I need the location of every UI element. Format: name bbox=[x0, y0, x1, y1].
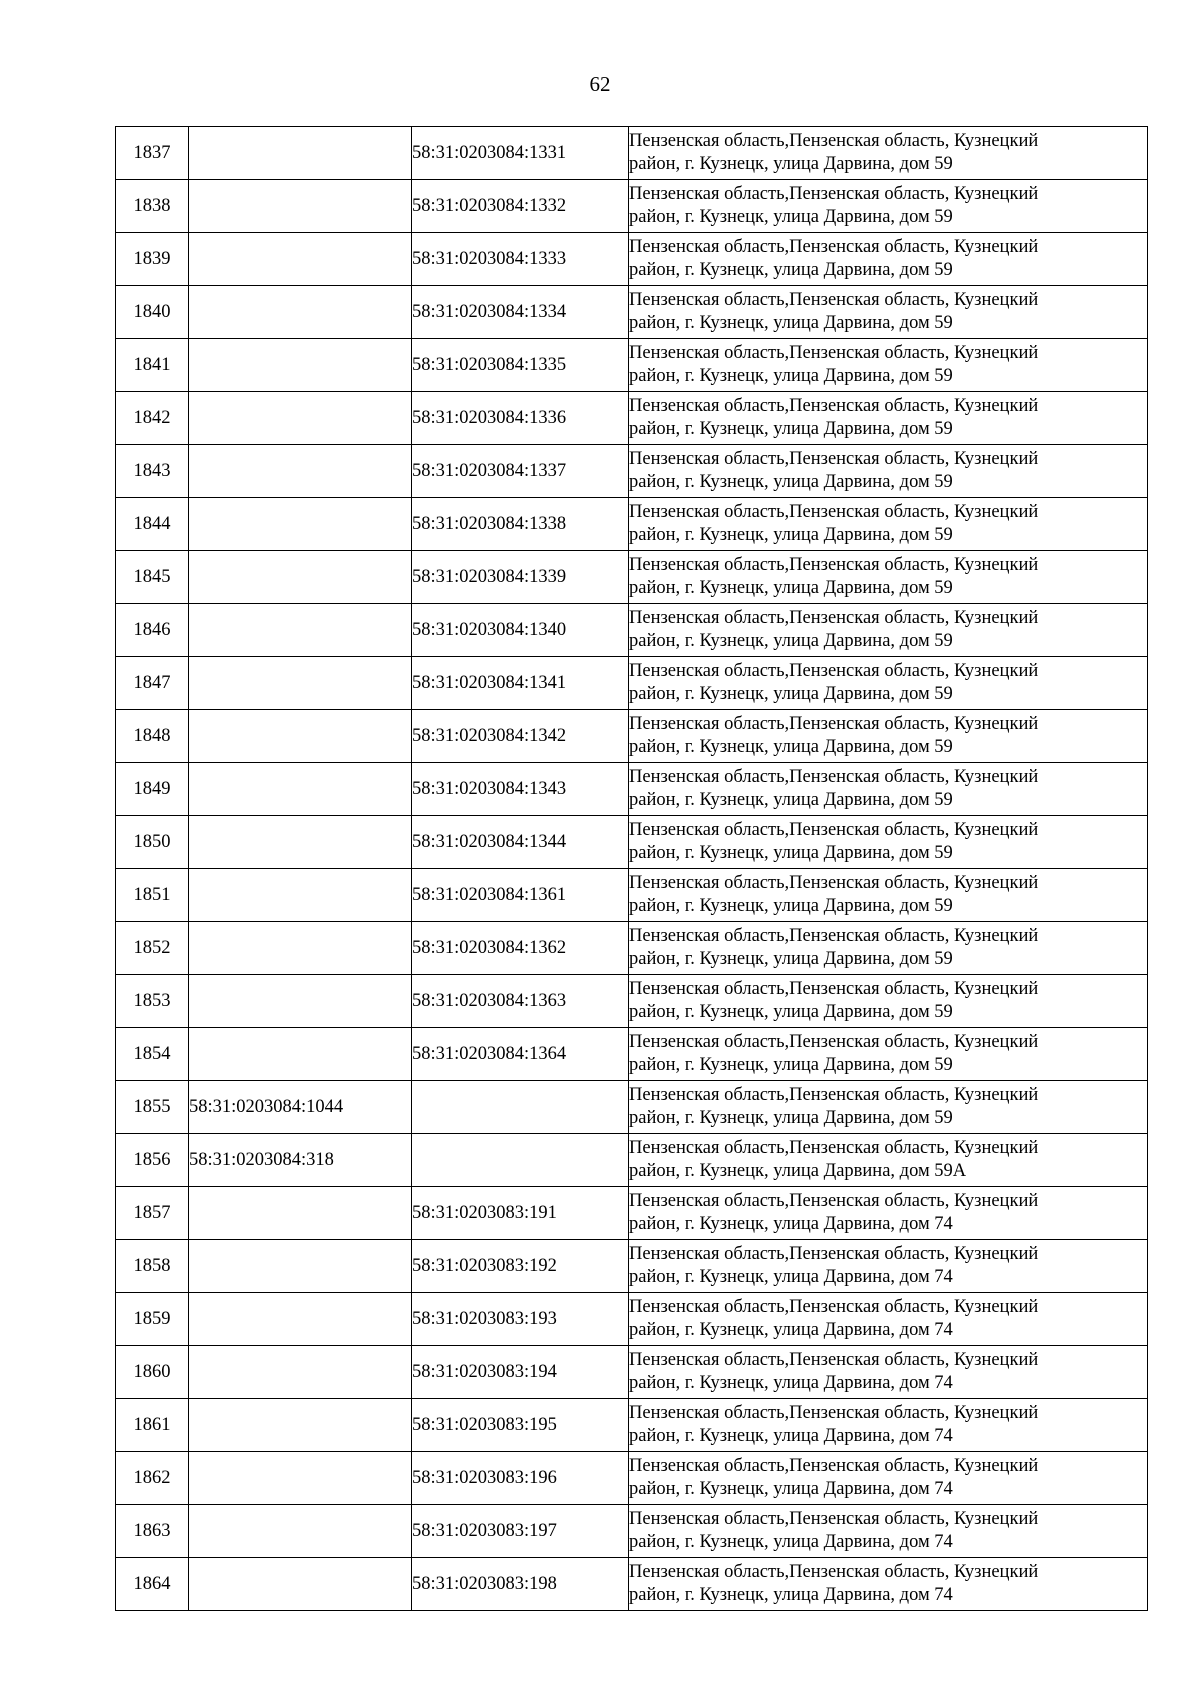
table-row bbox=[116, 1293, 1148, 1346]
row-number-cell: 1842 bbox=[116, 392, 189, 445]
address-line-1: Пензенская область,Пензенская область, Кузнецкий bbox=[629, 1244, 1039, 1264]
building-number-cell: 58:31:0203083:192 bbox=[412, 1240, 629, 1293]
address-line-2: район, г. Кузнецк, улица Дарвина, дом 59 bbox=[629, 737, 953, 757]
address-line-1: Пензенская область,Пензенская область, Кузнецкий bbox=[629, 1032, 1039, 1052]
cadastral-register-table bbox=[115, 126, 1148, 1611]
address-line-2: район, г. Кузнецк, улица Дарвина, дом 59 bbox=[629, 472, 953, 492]
address-cell bbox=[629, 127, 1148, 180]
row-number-cell: 1841 bbox=[116, 339, 189, 392]
table-row bbox=[116, 1081, 1148, 1134]
building-number-cell: 58:31:0203084:1340 bbox=[412, 604, 629, 657]
address-line-2: район, г. Кузнецк, улица Дарвина, дом 59 bbox=[629, 1108, 953, 1128]
land-plot-number-cell bbox=[189, 180, 412, 233]
address-line-1: Пензенская область,Пензенская область, Кузнецкий bbox=[629, 926, 1039, 946]
address-line-1: Пензенская область,Пензенская область, Кузнецкий bbox=[629, 1138, 1039, 1158]
address-cell bbox=[629, 604, 1148, 657]
building-number-cell: 58:31:0203084:1363 bbox=[412, 975, 629, 1028]
land-plot-number-cell: 58:31:0203084:318 bbox=[189, 1134, 412, 1187]
land-plot-number-cell: 58:31:0203084:1044 bbox=[189, 1081, 412, 1134]
row-number-cell: 1844 bbox=[116, 498, 189, 551]
address-cell bbox=[629, 1081, 1148, 1134]
land-plot-number-cell bbox=[189, 1240, 412, 1293]
address-line-2: район, г. Кузнецк, улица Дарвина, дом 74 bbox=[629, 1214, 953, 1234]
table-row bbox=[116, 710, 1148, 763]
address-cell bbox=[629, 392, 1148, 445]
table-row bbox=[116, 1452, 1148, 1505]
address-line-2: район, г. Кузнецк, улица Дарвина, дом 59 bbox=[629, 631, 953, 651]
row-number-cell: 1838 bbox=[116, 180, 189, 233]
building-number-cell: 58:31:0203084:1334 bbox=[412, 286, 629, 339]
table-row bbox=[116, 1028, 1148, 1081]
address-line-1: Пензенская область,Пензенская область, Кузнецкий bbox=[629, 502, 1039, 522]
address-line-1: Пензенская область,Пензенская область, Кузнецкий bbox=[629, 661, 1039, 681]
address-line-2: район, г. Кузнецк, улица Дарвина, дом 59 bbox=[629, 154, 953, 174]
row-number-cell: 1860 bbox=[116, 1346, 189, 1399]
address-cell bbox=[629, 1558, 1148, 1611]
address-cell bbox=[629, 975, 1148, 1028]
address-line-2: район, г. Кузнецк, улица Дарвина, дом 74 bbox=[629, 1267, 953, 1287]
building-number-cell: 58:31:0203083:195 bbox=[412, 1399, 629, 1452]
address-cell bbox=[629, 922, 1148, 975]
land-plot-number-cell bbox=[189, 763, 412, 816]
land-plot-number-cell bbox=[189, 339, 412, 392]
address-line-1: Пензенская область,Пензенская область, Кузнецкий bbox=[629, 1456, 1039, 1476]
row-number-cell: 1848 bbox=[116, 710, 189, 763]
row-number-cell: 1862 bbox=[116, 1452, 189, 1505]
address-line-1: Пензенская область,Пензенская область, Кузнецкий bbox=[629, 343, 1039, 363]
address-line-1: Пензенская область,Пензенская область, Кузнецкий bbox=[629, 1350, 1039, 1370]
row-number-cell: 1843 bbox=[116, 445, 189, 498]
row-number-cell: 1840 bbox=[116, 286, 189, 339]
address-line-1: Пензенская область,Пензенская область, Кузнецкий bbox=[629, 184, 1039, 204]
address-line-1: Пензенская область,Пензенская область, Кузнецкий bbox=[629, 237, 1039, 257]
address-line-1: Пензенская область,Пензенская область, Кузнецкий bbox=[629, 873, 1039, 893]
address-line-2: район, г. Кузнецк, улица Дарвина, дом 59 bbox=[629, 1002, 953, 1022]
address-line-2: район, г. Кузнецк, улица Дарвина, дом 59 bbox=[629, 207, 953, 227]
land-plot-number-cell bbox=[189, 1558, 412, 1611]
table-row bbox=[116, 286, 1148, 339]
row-number-cell: 1864 bbox=[116, 1558, 189, 1611]
address-cell bbox=[629, 1028, 1148, 1081]
building-number-cell: 58:31:0203084:1364 bbox=[412, 1028, 629, 1081]
address-cell bbox=[629, 657, 1148, 710]
address-cell bbox=[629, 286, 1148, 339]
table-row bbox=[116, 816, 1148, 869]
land-plot-number-cell bbox=[189, 1399, 412, 1452]
table-row bbox=[116, 1399, 1148, 1452]
address-line-2: район, г. Кузнецк, улица Дарвина, дом 74 bbox=[629, 1426, 953, 1446]
address-line-2: район, г. Кузнецк, улица Дарвина, дом 59 bbox=[629, 790, 953, 810]
land-plot-number-cell bbox=[189, 710, 412, 763]
address-line-2: район, г. Кузнецк, улица Дарвина, дом 74 bbox=[629, 1479, 953, 1499]
land-plot-number-cell bbox=[189, 1346, 412, 1399]
land-plot-number-cell bbox=[189, 1452, 412, 1505]
land-plot-number-cell bbox=[189, 1028, 412, 1081]
address-cell bbox=[629, 1240, 1148, 1293]
table-row bbox=[116, 1346, 1148, 1399]
land-plot-number-cell bbox=[189, 445, 412, 498]
land-plot-number-cell bbox=[189, 975, 412, 1028]
building-number-cell: 58:31:0203084:1332 bbox=[412, 180, 629, 233]
building-number-cell: 58:31:0203084:1331 bbox=[412, 127, 629, 180]
building-number-cell: 58:31:0203084:1339 bbox=[412, 551, 629, 604]
land-plot-number-cell bbox=[189, 551, 412, 604]
table-row bbox=[116, 657, 1148, 710]
building-number-cell: 58:31:0203084:1361 bbox=[412, 869, 629, 922]
address-line-1: Пензенская область,Пензенская область, Кузнецкий bbox=[629, 1509, 1039, 1529]
land-plot-number-cell bbox=[189, 233, 412, 286]
table-row bbox=[116, 180, 1148, 233]
row-number-cell: 1846 bbox=[116, 604, 189, 657]
page-number: 62 bbox=[589, 72, 611, 96]
table-row bbox=[116, 392, 1148, 445]
address-cell bbox=[629, 1187, 1148, 1240]
row-number-cell: 1859 bbox=[116, 1293, 189, 1346]
address-cell bbox=[629, 710, 1148, 763]
address-cell bbox=[629, 551, 1148, 604]
address-cell bbox=[629, 339, 1148, 392]
table-row bbox=[116, 498, 1148, 551]
address-cell bbox=[629, 816, 1148, 869]
table-row bbox=[116, 1240, 1148, 1293]
address-line-2: район, г. Кузнецк, улица Дарвина, дом 59 bbox=[629, 896, 953, 916]
building-number-cell: 58:31:0203084:1338 bbox=[412, 498, 629, 551]
address-cell bbox=[629, 1505, 1148, 1558]
address-cell bbox=[629, 1452, 1148, 1505]
address-cell bbox=[629, 1399, 1148, 1452]
address-cell bbox=[629, 869, 1148, 922]
table-row bbox=[116, 1134, 1148, 1187]
row-number-cell: 1853 bbox=[116, 975, 189, 1028]
table-row bbox=[116, 604, 1148, 657]
address-line-2: район, г. Кузнецк, улица Дарвина, дом 59А bbox=[629, 1161, 967, 1181]
address-cell bbox=[629, 1293, 1148, 1346]
row-number-cell: 1847 bbox=[116, 657, 189, 710]
address-line-1: Пензенская область,Пензенская область, Кузнецкий bbox=[629, 714, 1039, 734]
row-number-cell: 1857 bbox=[116, 1187, 189, 1240]
address-cell bbox=[629, 763, 1148, 816]
address-line-1: Пензенская область,Пензенская область, Кузнецкий bbox=[629, 1085, 1039, 1105]
address-cell bbox=[629, 445, 1148, 498]
land-plot-number-cell bbox=[189, 498, 412, 551]
building-number-cell: 58:31:0203084:1335 bbox=[412, 339, 629, 392]
row-number-cell: 1850 bbox=[116, 816, 189, 869]
row-number-cell: 1851 bbox=[116, 869, 189, 922]
address-line-1: Пензенская область,Пензенская область, Кузнецкий bbox=[629, 608, 1039, 628]
table-row bbox=[116, 763, 1148, 816]
address-line-1: Пензенская область,Пензенская область, Кузнецкий bbox=[629, 979, 1039, 999]
row-number-cell: 1861 bbox=[116, 1399, 189, 1452]
address-line-2: район, г. Кузнецк, улица Дарвина, дом 59 bbox=[629, 578, 953, 598]
land-plot-number-cell bbox=[189, 392, 412, 445]
building-number-cell: 58:31:0203084:1337 bbox=[412, 445, 629, 498]
address-line-2: район, г. Кузнецк, улица Дарвина, дом 59 bbox=[629, 1055, 953, 1075]
address-line-2: район, г. Кузнецк, улица Дарвина, дом 59 bbox=[629, 313, 953, 333]
row-number-cell: 1856 bbox=[116, 1134, 189, 1187]
address-line-1: Пензенская область,Пензенская область, Кузнецкий bbox=[629, 131, 1039, 151]
land-plot-number-cell bbox=[189, 286, 412, 339]
row-number-cell: 1845 bbox=[116, 551, 189, 604]
table-row bbox=[116, 233, 1148, 286]
row-number-cell: 1855 bbox=[116, 1081, 189, 1134]
address-cell bbox=[629, 1134, 1148, 1187]
table-row bbox=[116, 1505, 1148, 1558]
land-plot-number-cell bbox=[189, 869, 412, 922]
land-plot-number-cell bbox=[189, 1293, 412, 1346]
address-line-1: Пензенская область,Пензенская область, Кузнецкий bbox=[629, 1403, 1039, 1423]
building-number-cell: 58:31:0203084:1344 bbox=[412, 816, 629, 869]
address-line-1: Пензенская область,Пензенская область, Кузнецкий bbox=[629, 1191, 1039, 1211]
table-row bbox=[116, 922, 1148, 975]
address-cell bbox=[629, 180, 1148, 233]
row-number-cell: 1858 bbox=[116, 1240, 189, 1293]
building-number-cell: 58:31:0203083:198 bbox=[412, 1558, 629, 1611]
address-line-1: Пензенская область,Пензенская область, Кузнецкий bbox=[629, 555, 1039, 575]
table-row bbox=[116, 1558, 1148, 1611]
building-number-cell bbox=[412, 1134, 629, 1187]
row-number-cell: 1837 bbox=[116, 127, 189, 180]
address-line-2: район, г. Кузнецк, улица Дарвина, дом 59 bbox=[629, 949, 953, 969]
table-row bbox=[116, 127, 1148, 180]
building-number-cell: 58:31:0203084:1362 bbox=[412, 922, 629, 975]
address-line-2: район, г. Кузнецк, улица Дарвина, дом 59 bbox=[629, 525, 953, 545]
table-body bbox=[116, 127, 1148, 1611]
row-number-cell: 1849 bbox=[116, 763, 189, 816]
address-line-2: район, г. Кузнецк, улица Дарвина, дом 59 bbox=[629, 843, 953, 863]
land-plot-number-cell bbox=[189, 1505, 412, 1558]
building-number-cell: 58:31:0203083:194 bbox=[412, 1346, 629, 1399]
address-line-2: район, г. Кузнецк, улица Дарвина, дом 59 bbox=[629, 419, 953, 439]
building-number-cell: 58:31:0203084:1333 bbox=[412, 233, 629, 286]
land-plot-number-cell bbox=[189, 657, 412, 710]
land-plot-number-cell bbox=[189, 922, 412, 975]
address-line-1: Пензенская область,Пензенская область, Кузнецкий bbox=[629, 820, 1039, 840]
row-number-cell: 1852 bbox=[116, 922, 189, 975]
building-number-cell: 58:31:0203083:196 bbox=[412, 1452, 629, 1505]
land-plot-number-cell bbox=[189, 1187, 412, 1240]
address-line-1: Пензенская область,Пензенская область, Кузнецкий bbox=[629, 767, 1039, 787]
row-number-cell: 1839 bbox=[116, 233, 189, 286]
row-number-cell: 1854 bbox=[116, 1028, 189, 1081]
address-cell bbox=[629, 233, 1148, 286]
address-line-2: район, г. Кузнецк, улица Дарвина, дом 59 bbox=[629, 366, 953, 386]
address-line-2: район, г. Кузнецк, улица Дарвина, дом 74 bbox=[629, 1532, 953, 1552]
row-number-cell: 1863 bbox=[116, 1505, 189, 1558]
building-number-cell: 58:31:0203084:1336 bbox=[412, 392, 629, 445]
land-plot-number-cell bbox=[189, 127, 412, 180]
building-number-cell: 58:31:0203084:1343 bbox=[412, 763, 629, 816]
land-plot-number-cell bbox=[189, 604, 412, 657]
table-row bbox=[116, 551, 1148, 604]
address-line-1: Пензенская область,Пензенская область, Кузнецкий bbox=[629, 290, 1039, 310]
address-line-2: район, г. Кузнецк, улица Дарвина, дом 74 bbox=[629, 1585, 953, 1605]
table-row bbox=[116, 975, 1148, 1028]
address-line-2: район, г. Кузнецк, улица Дарвина, дом 59 bbox=[629, 260, 953, 280]
building-number-cell: 58:31:0203083:193 bbox=[412, 1293, 629, 1346]
building-number-cell: 58:31:0203084:1342 bbox=[412, 710, 629, 763]
building-number-cell bbox=[412, 1081, 629, 1134]
building-number-cell: 58:31:0203083:197 bbox=[412, 1505, 629, 1558]
address-line-1: Пензенская область,Пензенская область, Кузнецкий bbox=[629, 1562, 1039, 1582]
table-row bbox=[116, 339, 1148, 392]
table-row bbox=[116, 445, 1148, 498]
land-plot-number-cell bbox=[189, 816, 412, 869]
table-row bbox=[116, 1187, 1148, 1240]
address-line-2: район, г. Кузнецк, улица Дарвина, дом 74 bbox=[629, 1373, 953, 1393]
address-cell bbox=[629, 498, 1148, 551]
address-line-1: Пензенская область,Пензенская область, Кузнецкий bbox=[629, 449, 1039, 469]
address-line-1: Пензенская область,Пензенская область, Кузнецкий bbox=[629, 1297, 1039, 1317]
address-line-2: район, г. Кузнецк, улица Дарвина, дом 74 bbox=[629, 1320, 953, 1340]
address-cell bbox=[629, 1346, 1148, 1399]
address-line-1: Пензенская область,Пензенская область, Кузнецкий bbox=[629, 396, 1039, 416]
building-number-cell: 58:31:0203084:1341 bbox=[412, 657, 629, 710]
table-row bbox=[116, 869, 1148, 922]
address-line-2: район, г. Кузнецк, улица Дарвина, дом 59 bbox=[629, 684, 953, 704]
building-number-cell: 58:31:0203083:191 bbox=[412, 1187, 629, 1240]
